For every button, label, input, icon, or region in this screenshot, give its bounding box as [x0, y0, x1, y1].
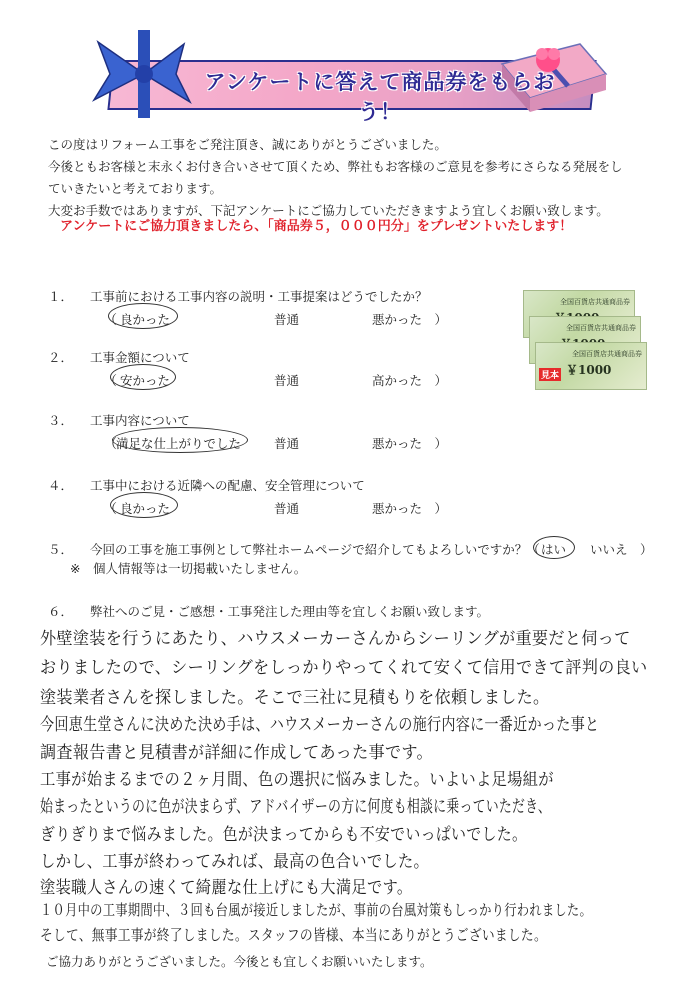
comment-line: 外壁塗装を行うにあたり、ハウスメーカーさんからシーリングが重要だと伺って: [40, 629, 631, 649]
selection-circle: [112, 427, 248, 453]
comment-line: そして、無事工事が終了しました。スタッフの皆様、本当にありがとうございました。: [40, 926, 547, 944]
option-no[interactable]: いいえ ）: [590, 542, 653, 557]
comment-line: 塗装業者さんを探しました。そこで三社に見積もりを依頼しました。: [40, 688, 550, 708]
sample-stamp: 見本: [539, 368, 561, 381]
closing-message: ご協力ありがとうございました。今後とも宜しくお願いいたします。: [46, 954, 433, 969]
comment-line: ぎりぎりまで悩みました。色が決まってからも不安でいっぱいでした。: [40, 825, 528, 845]
comment-line: おりましたので、シーリングをしっかりやってくれて安くて信用できて評判の良い: [40, 658, 648, 678]
voucher-card: 全国百貨店共通商品券 ￥1000: [535, 342, 647, 390]
comment-line: １０月中の工事期間中、３回も台風が接近しましたが、事前の台風対策もしっかり行われました。: [40, 901, 593, 919]
selection-circle: [533, 536, 575, 559]
header-banner: [80, 30, 610, 124]
option-bad[interactable]: 悪かった ）: [372, 312, 448, 327]
comment-line: 工事が始まるまでの２ヶ月間、色の選択に悩みました。いよいよ足場組が: [40, 770, 554, 790]
banner-title: アンケートに答えて商品券をもらおう！: [204, 70, 556, 124]
privacy-note: ※ 個人情報等は一切掲載いたしません。: [70, 561, 307, 576]
comment-line: 始まったというのに色が決まらず、アドバイザーの方に何度も相談に乗っていただき、: [40, 797, 551, 817]
option-good[interactable]: 良かった: [120, 501, 171, 516]
intro-line: ていきたいと考えております。: [48, 181, 223, 196]
intro-line: 大変お手数ではありますが、下記アンケートにご協力していただきますよう宜しくお願い致します。: [48, 203, 609, 218]
selection-circle: [110, 364, 176, 390]
voucher-sample: [517, 290, 647, 400]
voucher-card: 全国百貨店共通商品券: [529, 316, 641, 364]
option-satisfied[interactable]: 満足な仕上がりでした: [116, 436, 242, 451]
option-average[interactable]: 普通: [274, 501, 300, 516]
option-cheap[interactable]: 安かった: [120, 373, 171, 388]
option-average[interactable]: 普通: [274, 436, 300, 451]
ribbon-bow-icon: [80, 30, 200, 118]
option-average[interactable]: 普通: [274, 312, 300, 327]
comment-line: 調査報告書と見積書が詳細に作成してあった事です。: [40, 743, 433, 763]
gift-announcement: アンケートにご協力頂きましたら、「商品券５，０００円分」をプレゼントいたします！: [60, 219, 573, 234]
comment-line: しかし、工事が終わってみれば、最高の色合いでした。: [40, 852, 430, 872]
option-expensive[interactable]: 高かった ）: [372, 373, 448, 388]
option-average[interactable]: 普通: [274, 373, 300, 388]
selection-circle: [108, 303, 178, 329]
option-good[interactable]: 良かった: [120, 312, 171, 327]
intro-line: この度はリフォーム工事をご発注頂き、誠にありがとうございました。: [48, 137, 447, 152]
option-yes[interactable]: はい: [541, 542, 567, 557]
option-bad[interactable]: 悪かった ）: [372, 436, 448, 451]
comment-line: 今回恵生堂さんに決めた決め手は、ハウスメーカーさんの施行内容に一番近かった事と: [40, 715, 600, 735]
intro-line: 今後ともお客様と末永くお付き合いさせて頂くため、弊社もお客様のご意見を参考にさらなる発展をし: [48, 159, 623, 174]
selection-circle: [110, 492, 178, 518]
voucher-card: 全国百貨店共通商品券: [523, 290, 635, 338]
intro-text: [48, 134, 668, 222]
comment-line: 塗装職人さんの速くて綺麗な仕上げにも大満足です。: [40, 878, 413, 898]
option-bad[interactable]: 悪かった ）: [372, 501, 448, 516]
